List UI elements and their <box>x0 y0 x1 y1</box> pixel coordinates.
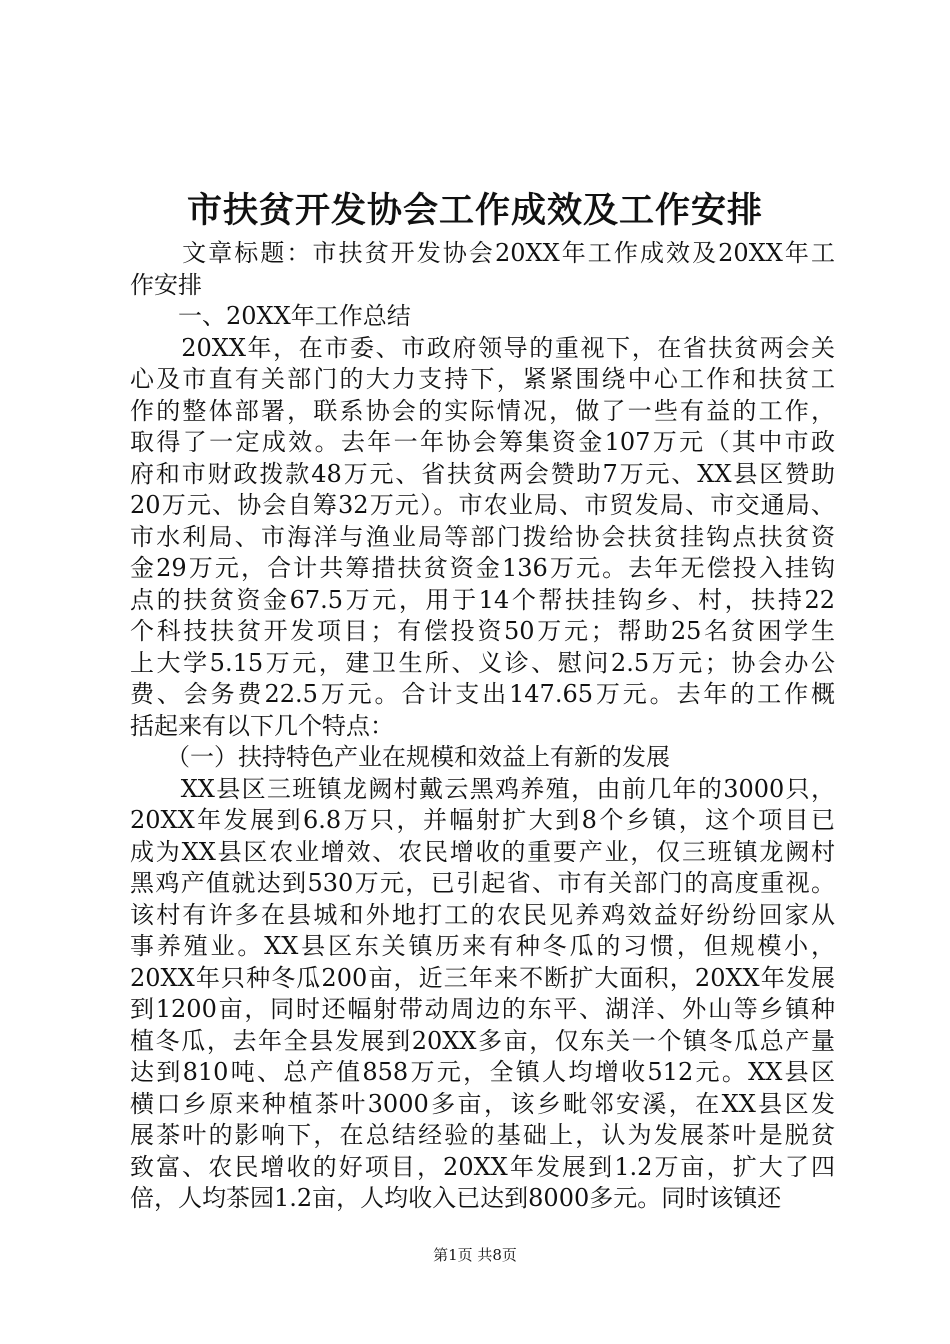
document-title: 市扶贫开发协会工作成效及工作安排 <box>186 190 763 231</box>
body-text-line: 展茶叶的影响下，在总结经验的基础上，认为发展茶叶是脱贫 <box>130 1121 835 1149</box>
body-text-line: 府和市财政拨款48万元、省扶贫两会赞助7万元、XX县区赞助 <box>130 459 835 488</box>
body-text-line: 市水利局、市海洋与渔业局等部门拨给协会扶贫挂钩点扶贫资 <box>130 522 835 551</box>
body-text-line: 20万元、协会自筹32万元）。市农业局、市贸发局、市交通局、 <box>130 491 835 519</box>
body-text-line: 20XX年发展到6.8万只，并幅射扩大到8个乡镇，这个项目已 <box>130 806 835 834</box>
body-text-line: 上大学5.15万元，建卫生所、义诊、慰问2.5万元；协会办公 <box>130 648 835 677</box>
body-text-line: 成为XX县区农业增效、农民增收的重要产业，仅三班镇龙阙村 <box>130 837 835 866</box>
body-text-line: 致富、农民增收的好项目，20XX年发展到1.2万亩，扩大了四 <box>130 1152 835 1181</box>
body-text-line: 倍，人均茶园1.2亩，人均收入已达到8000多元。同时该镇还 <box>130 1184 782 1212</box>
body-text-line: 作安排 <box>130 270 202 299</box>
body-text-line: 费、会务费22.5万元。合计支出147.65万元。去年的工作概 <box>130 680 835 708</box>
body-text-line: 横口乡原来种植茶叶3000多亩，该乡毗邻安溪，在XX县区发 <box>130 1089 835 1118</box>
body-text-line: 文章标题：市扶贫开发协会20XX年工作成效及20XX年工 <box>130 239 835 267</box>
body-text-line: 达到810吨、总产值858万元，全镇人均增收512元。XX县区 <box>130 1058 835 1086</box>
page-footer: 第1页 共8页 <box>433 1246 517 1264</box>
body-text-line: 括起来有以下几个特点： <box>130 711 394 740</box>
body-text-line: 一、20XX年工作总结 <box>130 302 411 330</box>
body-text-line: 20XX年只种冬瓜200亩，近三年来不断扩大面积，20XX年发展 <box>130 963 835 992</box>
body-text-line: 金29万元，合计共筹措扶贫资金136万元。去年无偿投入挂钩 <box>130 554 835 582</box>
body-text-line: 心及市直有关部门的大力支持下，紧紧围绕中心工作和扶贫工 <box>130 365 835 393</box>
body-text-line: （一）扶持特色产业在规模和效益上有新的发展 <box>130 743 670 771</box>
body-text-line: 事养殖业。XX县区东关镇历来有种冬瓜的习惯，但规模小， <box>130 932 835 960</box>
body-text-line: 取得了一定成效。去年一年协会筹集资金107万元（其中市政 <box>130 428 835 456</box>
body-text-line: 该村有许多在县城和外地打工的农民见养鸡效益好纷纷回家从 <box>130 900 835 929</box>
body-text-line: XX县区三班镇龙阙村戴云黑鸡养殖，由前几年的3000只， <box>130 774 835 803</box>
body-text-line: 植冬瓜，去年全县发展到20XX多亩，仅东关一个镇冬瓜总产量 <box>130 1026 835 1055</box>
body-text-line: 到1200亩，同时还幅射带动周边的东平、湖洋、外山等乡镇种 <box>130 995 835 1023</box>
body-text-line: 点的扶贫资金67.5万元，用于14个帮扶挂钩乡、村，扶持22 <box>130 585 835 614</box>
body-text-line: 作的整体部署，联系协会的实际情况，做了一些有益的工作， <box>130 396 835 425</box>
body-text-line: 20XX年，在市委、市政府领导的重视下，在省扶贫两会关 <box>130 333 835 362</box>
body-text-line: 黑鸡产值就达到530万元，已引起省、市有关部门的高度重视。 <box>130 869 835 897</box>
document-body <box>130 238 835 1215</box>
body-text-line: 个科技扶贫开发项目；有偿投资50万元；帮助25名贫困学生 <box>130 617 835 645</box>
